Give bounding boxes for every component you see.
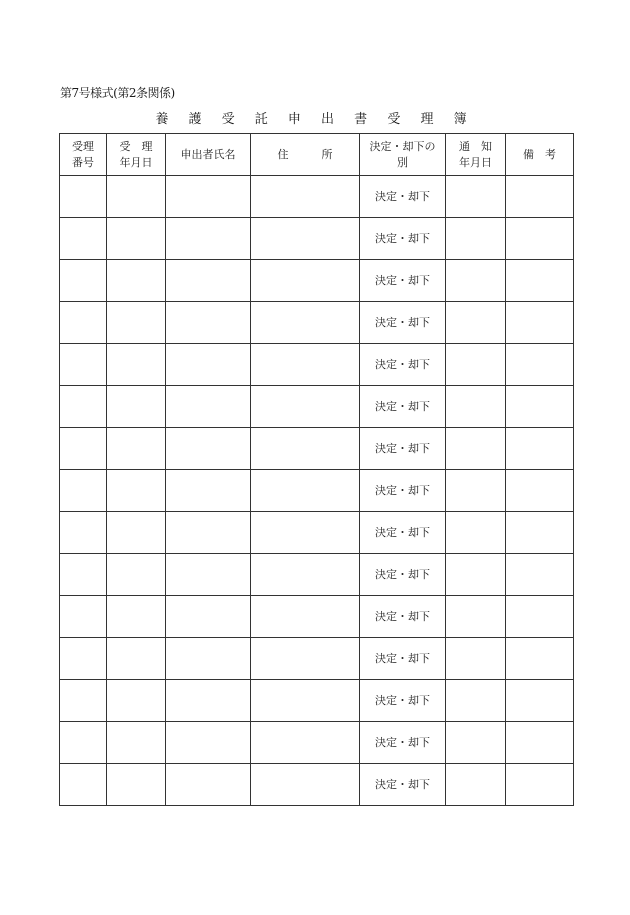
cell-decision: 決定・却下 — [360, 680, 446, 722]
cell-remarks[interactable] — [506, 218, 574, 260]
cell-receipt-number[interactable] — [60, 554, 107, 596]
cell-notice-date[interactable] — [446, 764, 506, 806]
cell-applicant-name[interactable] — [166, 764, 251, 806]
cell-decision: 決定・却下 — [360, 218, 446, 260]
cell-notice-date[interactable] — [446, 722, 506, 764]
cell-applicant-name[interactable] — [166, 218, 251, 260]
cell-address[interactable] — [251, 218, 360, 260]
table-row — [60, 722, 574, 764]
cell-remarks[interactable] — [506, 176, 574, 218]
cell-applicant-name[interactable] — [166, 176, 251, 218]
cell-receipt-number[interactable] — [60, 596, 107, 638]
cell-receipt-date[interactable] — [107, 344, 166, 386]
cell-address[interactable] — [251, 512, 360, 554]
header-applicant-name: 申出者氏名 — [166, 134, 251, 176]
cell-applicant-name[interactable] — [166, 638, 251, 680]
cell-decision: 決定・却下 — [360, 428, 446, 470]
cell-address[interactable] — [251, 260, 360, 302]
cell-applicant-name[interactable] — [166, 722, 251, 764]
cell-receipt-date[interactable] — [107, 218, 166, 260]
header-receipt-number: 受理 番号 — [60, 134, 107, 176]
table-row — [60, 386, 574, 428]
cell-remarks[interactable] — [506, 764, 574, 806]
cell-applicant-name[interactable] — [166, 680, 251, 722]
cell-address[interactable] — [251, 386, 360, 428]
cell-receipt-number[interactable] — [60, 386, 107, 428]
cell-remarks[interactable] — [506, 680, 574, 722]
cell-notice-date[interactable] — [446, 554, 506, 596]
cell-decision: 決定・却下 — [360, 722, 446, 764]
cell-notice-date[interactable] — [446, 386, 506, 428]
table-row — [60, 764, 574, 806]
cell-receipt-date[interactable] — [107, 260, 166, 302]
cell-address[interactable] — [251, 554, 360, 596]
cell-decision: 決定・却下 — [360, 344, 446, 386]
cell-decision: 決定・却下 — [360, 638, 446, 680]
cell-notice-date[interactable] — [446, 428, 506, 470]
table-row — [60, 260, 574, 302]
cell-receipt-date[interactable] — [107, 638, 166, 680]
table-row — [60, 218, 574, 260]
cell-notice-date[interactable] — [446, 638, 506, 680]
cell-applicant-name[interactable] — [166, 554, 251, 596]
cell-receipt-number[interactable] — [60, 218, 107, 260]
cell-notice-date[interactable] — [446, 680, 506, 722]
cell-notice-date[interactable] — [446, 512, 506, 554]
form-number-label: 第7号様式(第2条関係) — [60, 86, 175, 100]
cell-remarks[interactable] — [506, 596, 574, 638]
header-remarks: 備 考 — [506, 134, 574, 176]
cell-notice-date[interactable] — [446, 176, 506, 218]
cell-applicant-name[interactable] — [166, 470, 251, 512]
cell-address[interactable] — [251, 344, 360, 386]
cell-remarks[interactable] — [506, 512, 574, 554]
cell-address[interactable] — [251, 176, 360, 218]
cell-applicant-name[interactable] — [166, 512, 251, 554]
cell-decision: 決定・却下 — [360, 386, 446, 428]
cell-remarks[interactable] — [506, 302, 574, 344]
cell-remarks[interactable] — [506, 638, 574, 680]
cell-receipt-date[interactable] — [107, 512, 166, 554]
cell-decision: 決定・却下 — [360, 596, 446, 638]
cell-address[interactable] — [251, 470, 360, 512]
cell-decision: 決定・却下 — [360, 554, 446, 596]
cell-address[interactable] — [251, 596, 360, 638]
table-row — [60, 470, 574, 512]
header-notice-date: 通 知 年月日 — [446, 134, 506, 176]
cell-receipt-date[interactable] — [107, 386, 166, 428]
cell-notice-date[interactable] — [446, 470, 506, 512]
cell-notice-date[interactable] — [446, 344, 506, 386]
cell-notice-date[interactable] — [446, 302, 506, 344]
cell-decision: 決定・却下 — [360, 260, 446, 302]
cell-decision: 決定・却下 — [360, 470, 446, 512]
cell-address[interactable] — [251, 428, 360, 470]
table-row — [60, 344, 574, 386]
cell-notice-date[interactable] — [446, 260, 506, 302]
cell-receipt-date[interactable] — [107, 428, 166, 470]
header-decision: 決定・却下の 別 — [360, 134, 446, 176]
cell-remarks[interactable] — [506, 428, 574, 470]
cell-address[interactable] — [251, 764, 360, 806]
cell-remarks[interactable] — [506, 386, 574, 428]
cell-applicant-name[interactable] — [166, 596, 251, 638]
document-title: 養 護 受 託 申 出 書 受 理 簿 — [155, 112, 475, 127]
cell-receipt-number[interactable] — [60, 260, 107, 302]
cell-receipt-date[interactable] — [107, 470, 166, 512]
cell-remarks[interactable] — [506, 260, 574, 302]
table-row — [60, 176, 574, 218]
cell-receipt-date[interactable] — [107, 554, 166, 596]
cell-receipt-date[interactable] — [107, 764, 166, 806]
header-row — [60, 134, 574, 176]
cell-applicant-name[interactable] — [166, 344, 251, 386]
cell-remarks[interactable] — [506, 470, 574, 512]
cell-receipt-number[interactable] — [60, 302, 107, 344]
cell-notice-date[interactable] — [446, 596, 506, 638]
cell-receipt-date[interactable] — [107, 596, 166, 638]
cell-remarks[interactable] — [506, 722, 574, 764]
cell-applicant-name[interactable] — [166, 428, 251, 470]
cell-receipt-number[interactable] — [60, 512, 107, 554]
cell-address[interactable] — [251, 638, 360, 680]
cell-receipt-number[interactable] — [60, 638, 107, 680]
cell-applicant-name[interactable] — [166, 260, 251, 302]
cell-receipt-date[interactable] — [107, 176, 166, 218]
table-row — [60, 428, 574, 470]
cell-decision: 決定・却下 — [360, 302, 446, 344]
cell-receipt-number[interactable] — [60, 176, 107, 218]
cell-decision: 決定・却下 — [360, 764, 446, 806]
cell-receipt-number[interactable] — [60, 344, 107, 386]
cell-receipt-date[interactable] — [107, 722, 166, 764]
cell-remarks[interactable] — [506, 554, 574, 596]
cell-applicant-name[interactable] — [166, 302, 251, 344]
header-receipt-date: 受 理 年月日 — [107, 134, 166, 176]
cell-receipt-number[interactable] — [60, 764, 107, 806]
register-body — [60, 176, 574, 806]
cell-remarks[interactable] — [506, 344, 574, 386]
cell-decision: 決定・却下 — [360, 512, 446, 554]
cell-notice-date[interactable] — [446, 218, 506, 260]
table-row — [60, 680, 574, 722]
cell-receipt-number[interactable] — [60, 722, 107, 764]
cell-decision: 決定・却下 — [360, 176, 446, 218]
cell-receipt-number[interactable] — [60, 470, 107, 512]
cell-receipt-number[interactable] — [60, 680, 107, 722]
header-address: 住 所 — [251, 134, 360, 176]
table-row — [60, 554, 574, 596]
register-table — [59, 133, 574, 806]
cell-applicant-name[interactable] — [166, 386, 251, 428]
table-row — [60, 302, 574, 344]
table-row — [60, 596, 574, 638]
table-row — [60, 638, 574, 680]
table-row — [60, 512, 574, 554]
cell-receipt-date[interactable] — [107, 302, 166, 344]
cell-address[interactable] — [251, 302, 360, 344]
cell-address[interactable] — [251, 680, 360, 722]
cell-receipt-number[interactable] — [60, 428, 107, 470]
cell-address[interactable] — [251, 722, 360, 764]
cell-receipt-date[interactable] — [107, 680, 166, 722]
